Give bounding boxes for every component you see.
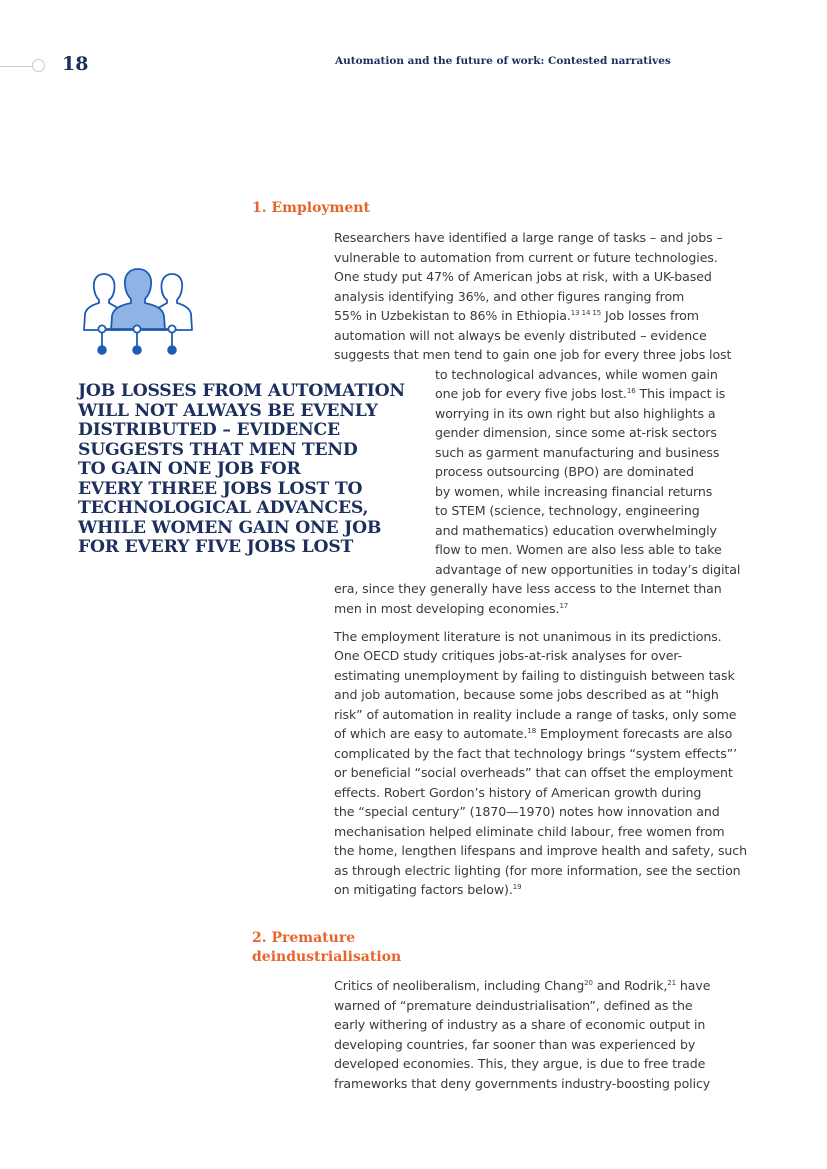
page-number: 18 [62, 53, 89, 75]
text-line: and mathematics) education overwhelmingly [435, 522, 717, 538]
running-title: Automation and the future of work: Contested narratives [335, 55, 671, 67]
footnote-ref: 16 [626, 386, 636, 395]
text-line: the “special century” (1870—1970) notes how innovation and [334, 804, 720, 819]
text-line: frameworks that deny governments industry-boosting policy [334, 1075, 711, 1091]
text-segment: 55% in Uzbekistan to 86% in Ethiopia. [334, 308, 571, 323]
text-segment: one job for every five jobs lost. [435, 386, 627, 401]
pull-quote-line: TO GAIN ONE JOB FOR [78, 459, 301, 479]
footnote-ref: 20 [584, 978, 593, 987]
pull-quote-line: FOR EVERY FIVE JOBS LOST [78, 537, 354, 557]
pull-quote-line: EVERY THREE JOBS LOST TO [78, 478, 363, 499]
text-line: such as garment manufacturing and business [435, 444, 720, 460]
pull-quote-line: WHILE WOMEN GAIN ONE JOB [78, 517, 382, 538]
paragraph-employment-2 [334, 627, 747, 900]
text-line: advantage of new opportunities in today’s digital [435, 561, 741, 577]
text-line: mechanisation helped eliminate child labour, free women from [334, 823, 725, 839]
section-heading-employment: 1. Employment [252, 200, 370, 216]
text-line: warned of “premature deindustrialisation”, defined as the [334, 997, 693, 1013]
text-line: complicated by the fact that technology brings “system effects”’ [334, 745, 738, 761]
text-segment: This impact is [635, 386, 726, 401]
pull-quote-line: DISTRIBUTED – EVIDENCE [78, 420, 340, 440]
paragraph-employment-1-indented [435, 365, 740, 580]
footnote-ref: 21 [667, 978, 676, 987]
footnote-ref: 13 14 15 [570, 308, 602, 317]
footnote-ref: 18 [527, 726, 537, 735]
pull-quote-line: JOB LOSSES FROM AUTOMATION [78, 381, 405, 401]
footnote-ref: 17 [559, 601, 569, 610]
text-line: estimating unemployment by failing to distinguish between task [334, 667, 735, 683]
text-line: as through electric lighting (for more information, see the section [334, 862, 741, 878]
text-segment: Employment forecasts are also [536, 726, 733, 741]
text-line: The employment literature is not unanimous in its predictions. [334, 628, 722, 644]
text-line: Researchers have identified a large range of tasks – and jobs – [334, 230, 723, 245]
paragraph-deindustrialisation [334, 976, 710, 1093]
pull-quote [78, 382, 418, 558]
section-heading-premature-deindustrialisation [252, 929, 401, 967]
pull-quote-line: WILL NOT ALWAYS BE EVENLY [78, 400, 378, 421]
paragraph-employment-1-end [334, 579, 722, 618]
text-line: to STEM (science, technology, engineering [435, 503, 700, 518]
text-line: risk” of automation in reality include a range of tasks, only some [334, 706, 737, 722]
text-line: developed economies. This, they argue, is due to free trade [334, 1056, 706, 1071]
text-line: effects. Robert Gordon’s history of American growth during [334, 784, 702, 800]
text-line [334, 724, 747, 744]
text-line: vulnerable to automation from current or future technologies. [334, 249, 718, 265]
text-segment: men in most developing economies. [334, 600, 560, 616]
text-segment: Job losses from [601, 308, 699, 323]
text-line: automation will not always be evenly distributed – evidence [334, 327, 707, 343]
text-segment: Critics of neoliberalism, including Chang [334, 978, 585, 993]
text-line [334, 599, 722, 619]
text-line: process outsourcing (BPO) are dominated [435, 464, 694, 479]
text-line [435, 384, 740, 404]
text-line: early withering of industry as a share of economic output in [334, 1017, 706, 1032]
text-line: One study put 47% of American jobs at risk, with a UK-based [334, 269, 712, 284]
people-network-icon [82, 268, 194, 358]
text-line: era, since they generally have less access to the Internet than [334, 581, 722, 596]
text-line: and job automation, because some jobs described as at “high [334, 687, 719, 702]
text-line: One OECD study critiques jobs-at-risk analyses for over- [334, 648, 683, 663]
header-circle-marker [32, 59, 45, 72]
text-segment: of which are easy to automate. [334, 726, 528, 741]
text-line: or beneficial “social overheads” that can offset the employment [334, 765, 733, 780]
text-line: analysis identifying 36%, and other figures ranging from [334, 288, 685, 304]
text-line: worrying in its own right but also highlights a [435, 405, 716, 421]
text-line: the home, lengthen lifespans and improve health and safety, such [334, 843, 747, 858]
header-rule [0, 66, 34, 67]
paragraph-employment-1 [334, 228, 731, 365]
text-line [334, 976, 710, 996]
text-line: developing countries, far sooner than was experienced by [334, 1036, 696, 1052]
text-line: flow to men. Women are also less able to take [435, 542, 722, 557]
text-line: gender dimension, since some at-risk sectors [435, 425, 717, 440]
footnote-ref: 19 [512, 882, 522, 891]
text-segment: on mitigating factors below). [334, 882, 513, 897]
text-segment: and Rodrik, [592, 978, 668, 993]
text-line: by women, while increasing financial returns [435, 483, 713, 499]
text-line: to technological advances, while women gain [435, 366, 718, 382]
text-segment: have [675, 978, 711, 993]
text-line [334, 880, 747, 900]
pull-quote-line: TECHNOLOGICAL ADVANCES, [78, 498, 369, 518]
text-line: suggests that men tend to gain one job for every three jobs lost [334, 347, 732, 362]
heading-line: deindustrialisation [252, 949, 402, 965]
pull-quote-line: SUGGESTS THAT MEN TEND [78, 439, 358, 460]
text-line [334, 306, 731, 326]
heading-line: 2. Premature [252, 930, 356, 946]
